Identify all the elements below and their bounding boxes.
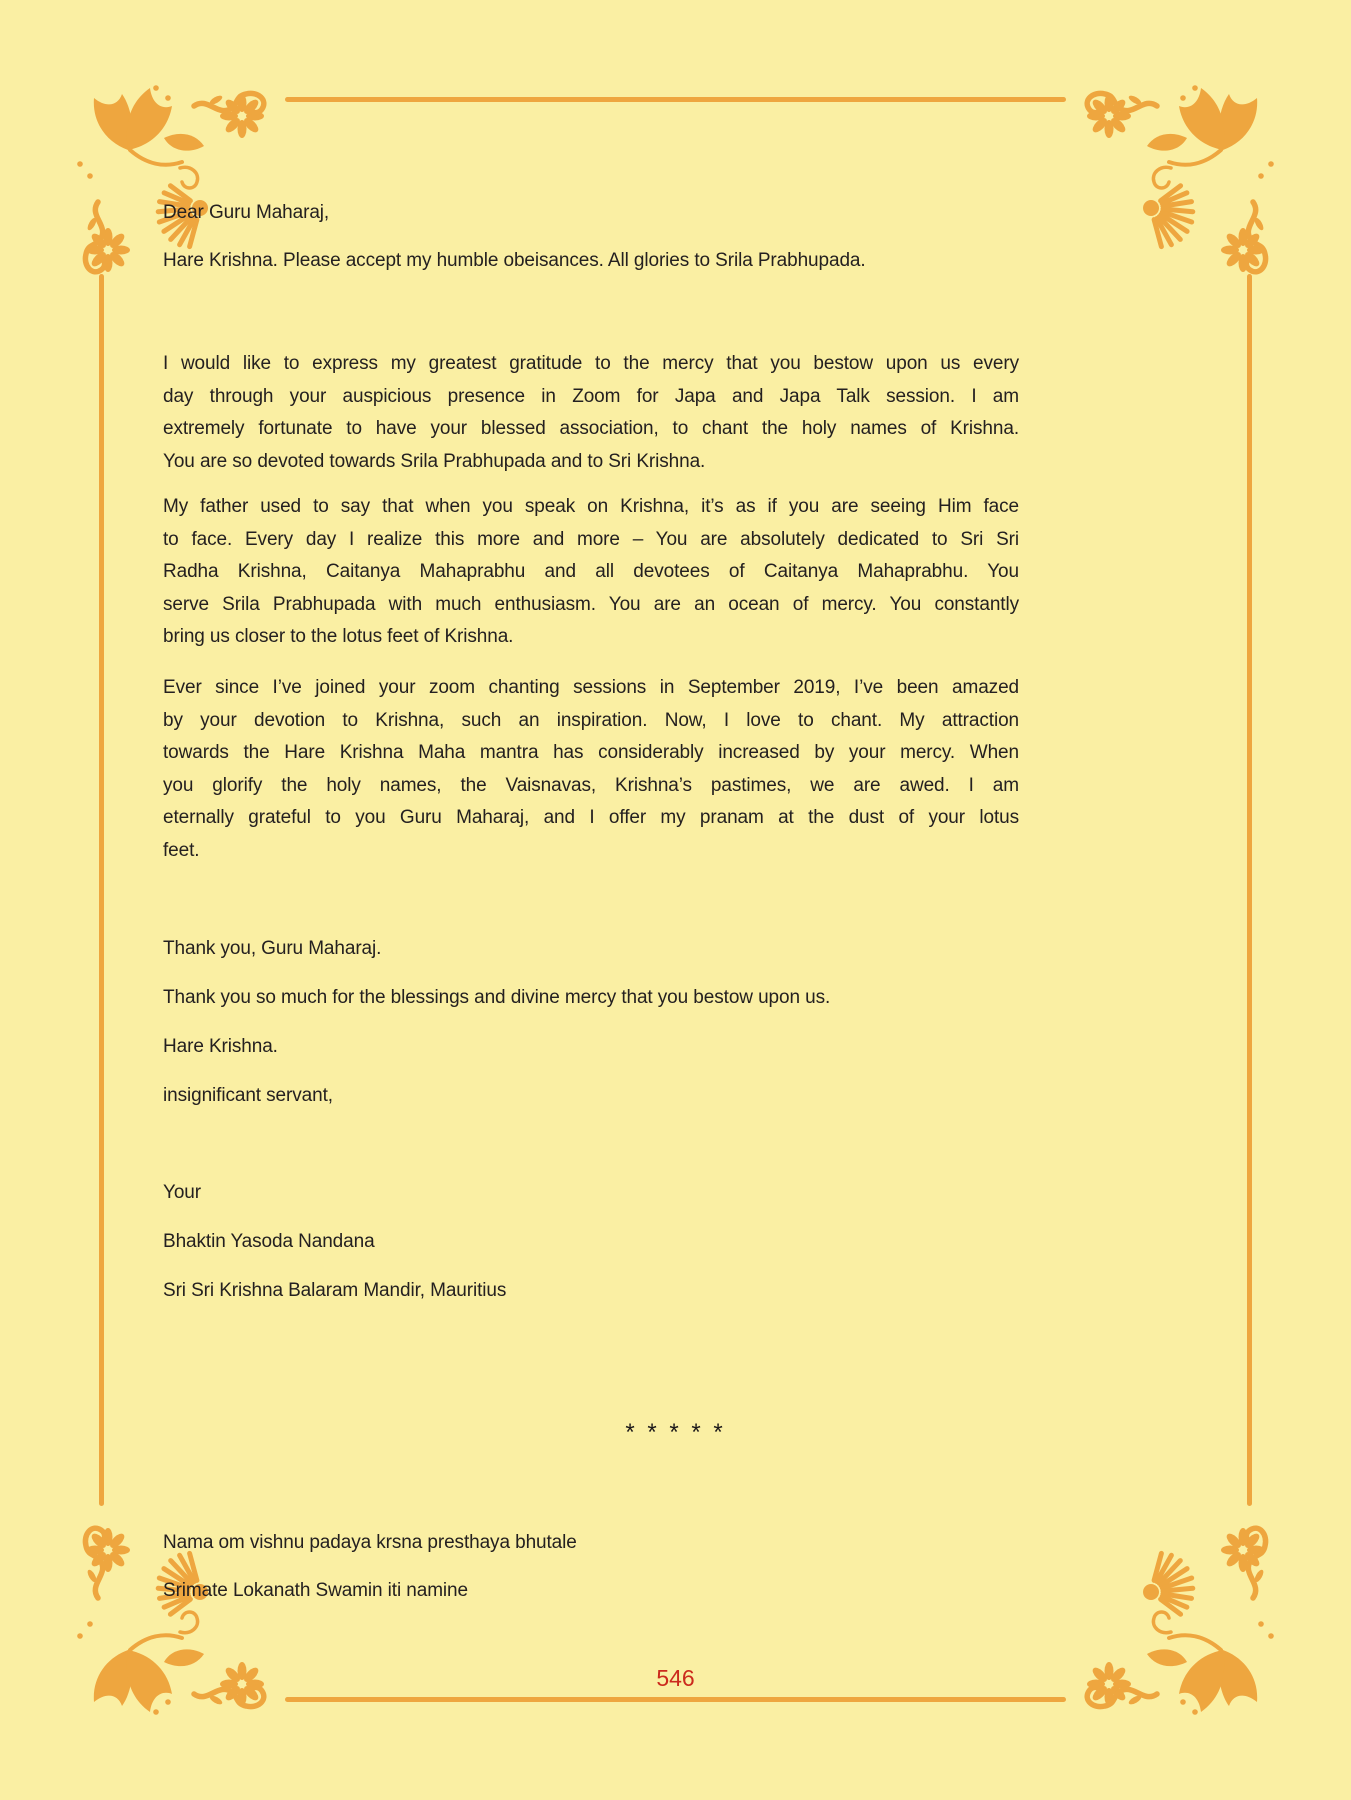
letter-line: serve Srila Prabhupada with much enthusiasm. You are an ocean of mercy. You constantly: [163, 593, 1019, 615]
frame-rule-left: [99, 274, 104, 1506]
letter-line: feet.: [163, 839, 200, 861]
letter-line: Ever since I’ve joined your zoom chanting sessions in September 2019, I’ve been amazed: [163, 677, 1019, 698]
letter-line: you glorify the holy names, the Vaisnavas, Krishna’s pastimes, we are awed. I am: [163, 774, 1019, 796]
letter-line: day through your auspicious presence in Zoom for Japa and Japa Talk session. I am: [163, 385, 1019, 407]
frame-rule-bottom: [285, 1697, 1066, 1702]
mantra-line: Nama om vishnu padaya krsna presthaya bhutale: [163, 1532, 577, 1553]
letter-paragraph: [163, 672, 1019, 867]
letter-signature-line: Bhaktin Yasoda Nandana: [163, 1231, 375, 1252]
letter-line: to face. Every day I realize this more and more – You are absolutely dedicated to Sri Sri: [163, 528, 1019, 550]
section-separator-stars: * * * * *: [625, 1419, 726, 1446]
letter-closing-line: Thank you, Guru Maharaj.: [163, 938, 382, 959]
letter-line: bring us closer to the lotus feet of Krishna.: [163, 626, 514, 647]
letter-line: eternally grateful to you Guru Maharaj, and I offer my pranam at the dust of your lotus: [163, 807, 1019, 828]
letter-salutation: Dear Guru Maharaj,: [163, 202, 330, 223]
letter-signature-line: Sri Sri Krishna Balaram Mandir, Mauritius: [163, 1280, 507, 1301]
letter-line: My father used to say that when you speak on Krishna, it’s as if you are seeing Him face: [163, 496, 1019, 517]
letter-line: towards the Hare Krishna Maha mantra has considerably increased by your mercy. When: [163, 742, 1019, 763]
letter-line: Radha Krishna, Caitanya Mahaprabhu and all devotees of Caitanya Mahaprabhu. You: [163, 561, 1019, 582]
page-number: 546: [656, 1665, 695, 1691]
mantra-line: Srimate Lokanath Swamin iti namine: [163, 1580, 468, 1601]
letter-closing-line: Thank you so much for the blessings and divine mercy that you bestow upon us.: [163, 987, 831, 1008]
letter-line: You are so devoted towards Srila Prabhupada and to Sri Krishna.: [163, 450, 706, 472]
frame-rule-top: [285, 97, 1066, 102]
letter-line: by your devotion to Krishna, such an inspiration. Now, I love to chant. My attraction: [163, 709, 1019, 731]
letter-paragraph: [163, 348, 1019, 478]
letter-paragraph: [163, 491, 1019, 654]
letter-closing-line: insignificant servant,: [163, 1085, 333, 1106]
letter-line: I would like to express my greatest gratitude to the mercy that you bestow upon us every: [163, 353, 1019, 374]
letter-opening-line: Hare Krishna. Please accept my humble obeisances. All glories to Srila Prabhupada.: [163, 250, 866, 271]
frame-rule-right: [1247, 274, 1252, 1506]
floral-corner-icon-top-right: [1068, 76, 1283, 291]
letter-signature-line: Your: [163, 1182, 201, 1203]
letter-line: extremely fortunate to have your blessed association, to chant the holy names of Krishna.: [163, 418, 1019, 439]
letter-closing-line: Hare Krishna.: [163, 1036, 278, 1057]
